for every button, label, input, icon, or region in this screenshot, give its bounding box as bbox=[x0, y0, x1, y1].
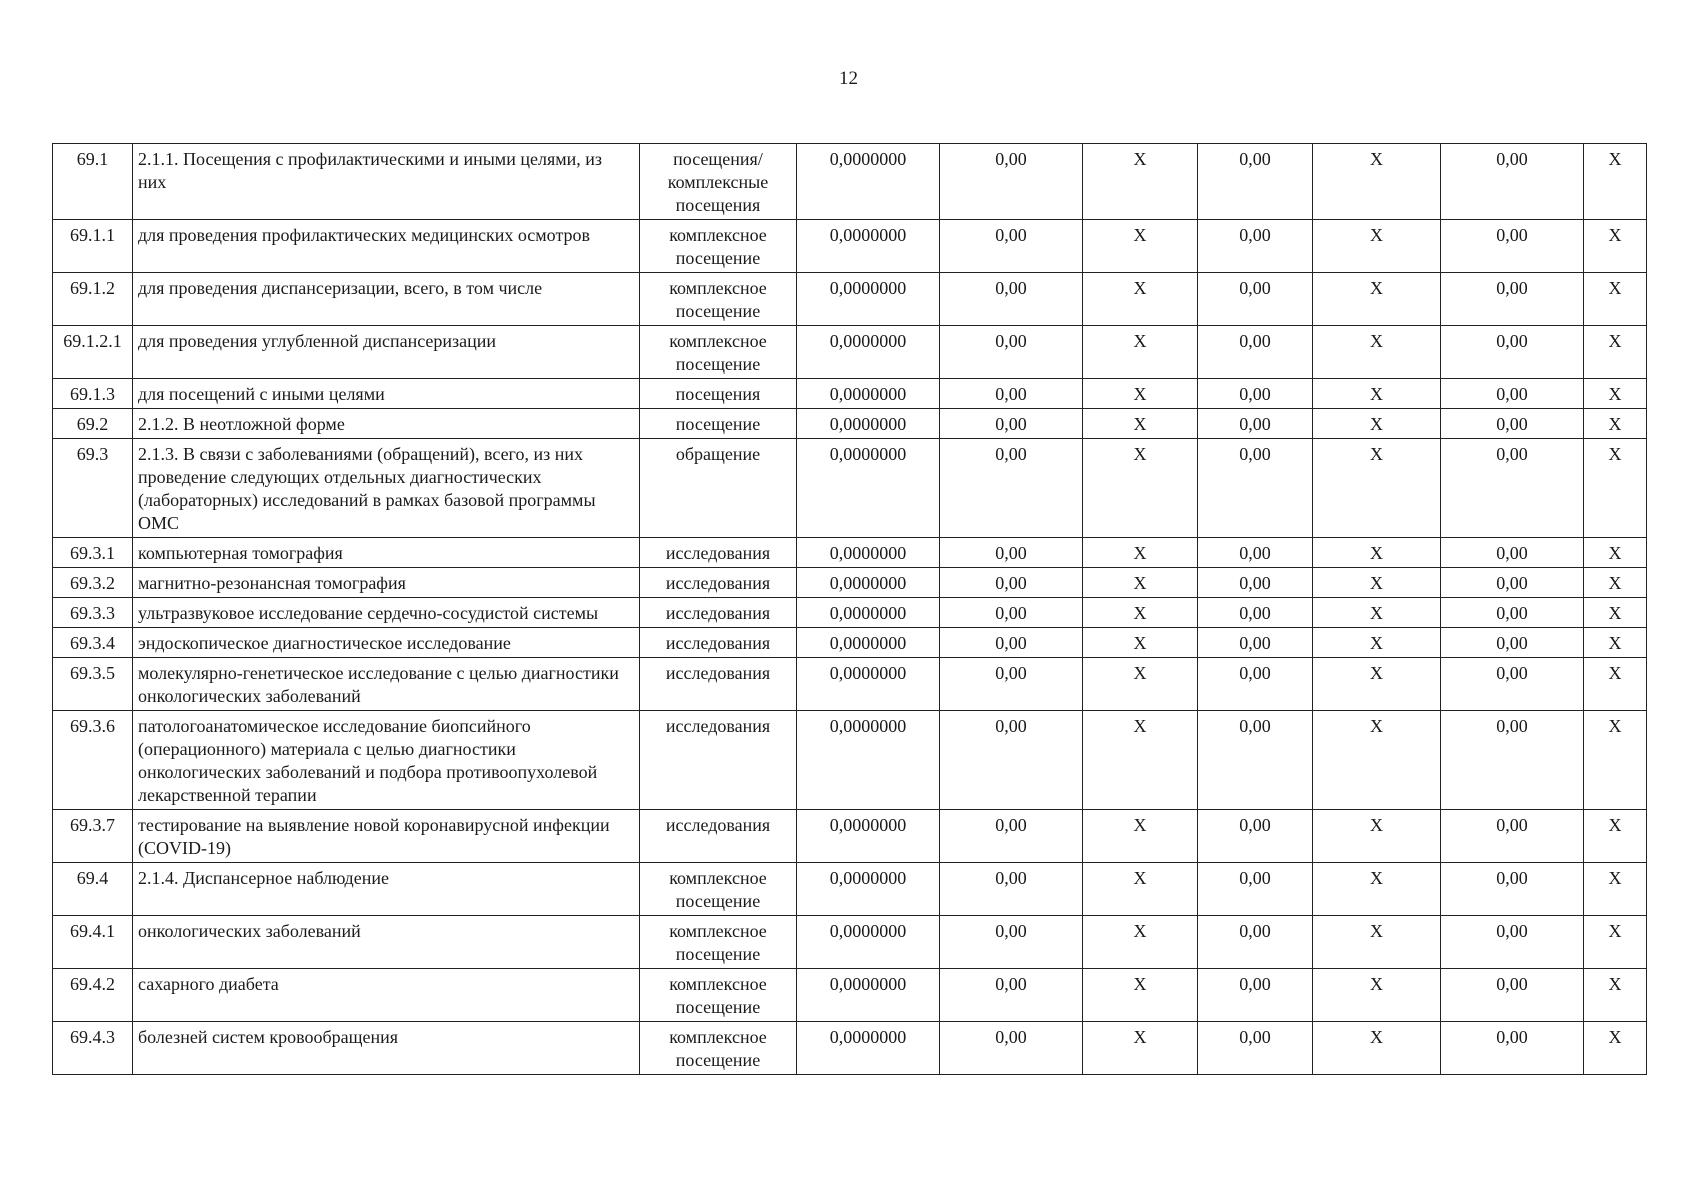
value-cell-3: X bbox=[1083, 379, 1198, 409]
value-cell-2: 0,00 bbox=[940, 916, 1083, 969]
row-name-cell: 2.1.4. Диспансерное наблюдение bbox=[133, 863, 640, 916]
table-row bbox=[53, 810, 1647, 863]
value-cell-2: 0,00 bbox=[940, 628, 1083, 658]
row-number-cell: 69.1.1 bbox=[53, 220, 133, 273]
value-cell-3: X bbox=[1083, 568, 1198, 598]
value-cell-3: X bbox=[1083, 439, 1198, 538]
row-number-cell: 69.2 bbox=[53, 409, 133, 439]
value-cell-3: X bbox=[1083, 220, 1198, 273]
row-number-cell: 69.3.5 bbox=[53, 658, 133, 711]
value-cell-7: X bbox=[1584, 379, 1647, 409]
value-cell-3: X bbox=[1083, 598, 1198, 628]
value-cell-4: 0,00 bbox=[1198, 439, 1313, 538]
row-name-cell: болезней систем кровообращения bbox=[133, 1022, 640, 1075]
unit-cell: обращение bbox=[640, 439, 797, 538]
value-cell-2: 0,00 bbox=[940, 144, 1083, 220]
value-cell-4: 0,00 bbox=[1198, 538, 1313, 568]
value-cell-1: 0,0000000 bbox=[797, 144, 940, 220]
value-cell-5: X bbox=[1313, 273, 1441, 326]
value-cell-7: X bbox=[1584, 273, 1647, 326]
value-cell-4: 0,00 bbox=[1198, 863, 1313, 916]
value-cell-1: 0,0000000 bbox=[797, 1022, 940, 1075]
value-cell-1: 0,0000000 bbox=[797, 326, 940, 379]
unit-cell: исследования bbox=[640, 711, 797, 810]
value-cell-2: 0,00 bbox=[940, 379, 1083, 409]
value-cell-7: X bbox=[1584, 969, 1647, 1022]
value-cell-3: X bbox=[1083, 326, 1198, 379]
table-row bbox=[53, 568, 1647, 598]
value-cell-6: 0,00 bbox=[1441, 658, 1584, 711]
table-row bbox=[53, 409, 1647, 439]
value-cell-2: 0,00 bbox=[940, 568, 1083, 598]
table-row bbox=[53, 916, 1647, 969]
unit-cell: исследования bbox=[640, 568, 797, 598]
value-cell-1: 0,0000000 bbox=[797, 220, 940, 273]
value-cell-2: 0,00 bbox=[940, 1022, 1083, 1075]
row-number-cell: 69.3.3 bbox=[53, 598, 133, 628]
value-cell-5: X bbox=[1313, 810, 1441, 863]
value-cell-6: 0,00 bbox=[1441, 326, 1584, 379]
row-number-cell: 69.4 bbox=[53, 863, 133, 916]
row-number-cell: 69.1.2.1 bbox=[53, 326, 133, 379]
value-cell-6: 0,00 bbox=[1441, 273, 1584, 326]
table-row bbox=[53, 439, 1647, 538]
value-cell-6: 0,00 bbox=[1441, 568, 1584, 598]
unit-cell: комплексное посещение bbox=[640, 969, 797, 1022]
value-cell-3: X bbox=[1083, 273, 1198, 326]
value-cell-4: 0,00 bbox=[1198, 144, 1313, 220]
row-name-cell: магнитно-резонансная томография bbox=[133, 568, 640, 598]
unit-cell: комплексное посещение bbox=[640, 220, 797, 273]
value-cell-5: X bbox=[1313, 969, 1441, 1022]
value-cell-1: 0,0000000 bbox=[797, 628, 940, 658]
value-cell-4: 0,00 bbox=[1198, 628, 1313, 658]
table-row bbox=[53, 326, 1647, 379]
row-name-cell: сахарного диабета bbox=[133, 969, 640, 1022]
value-cell-6: 0,00 bbox=[1441, 220, 1584, 273]
row-name-cell: 2.1.3. В связи с заболеваниями (обращений), всего, из них проведение следующих отдельных диагностических (лабораторных) исследований в рамках базовой программы ОМС bbox=[133, 439, 640, 538]
row-name-cell: для проведения профилактических медицинских осмотров bbox=[133, 220, 640, 273]
value-cell-5: X bbox=[1313, 863, 1441, 916]
table-row bbox=[53, 379, 1647, 409]
value-cell-7: X bbox=[1584, 220, 1647, 273]
row-name-cell: 2.1.2. В неотложной форме bbox=[133, 409, 640, 439]
value-cell-6: 0,00 bbox=[1441, 916, 1584, 969]
row-number-cell: 69.1 bbox=[53, 144, 133, 220]
value-cell-5: X bbox=[1313, 628, 1441, 658]
unit-cell: комплексное посещение bbox=[640, 326, 797, 379]
value-cell-5: X bbox=[1313, 568, 1441, 598]
unit-cell: комплексное посещение bbox=[640, 273, 797, 326]
value-cell-5: X bbox=[1313, 326, 1441, 379]
table-row bbox=[53, 969, 1647, 1022]
value-cell-3: X bbox=[1083, 916, 1198, 969]
value-cell-2: 0,00 bbox=[940, 810, 1083, 863]
table-row bbox=[53, 273, 1647, 326]
value-cell-7: X bbox=[1584, 658, 1647, 711]
unit-cell: посещения/ комплексные посещения bbox=[640, 144, 797, 220]
unit-cell: комплексное посещение bbox=[640, 916, 797, 969]
value-cell-3: X bbox=[1083, 538, 1198, 568]
table-row bbox=[53, 538, 1647, 568]
value-cell-1: 0,0000000 bbox=[797, 379, 940, 409]
value-cell-4: 0,00 bbox=[1198, 568, 1313, 598]
row-number-cell: 69.3.2 bbox=[53, 568, 133, 598]
row-number-cell: 69.3 bbox=[53, 439, 133, 538]
value-cell-7: X bbox=[1584, 863, 1647, 916]
value-cell-1: 0,0000000 bbox=[797, 810, 940, 863]
row-number-cell: 69.3.7 bbox=[53, 810, 133, 863]
value-cell-2: 0,00 bbox=[940, 969, 1083, 1022]
page-number: 12 bbox=[839, 68, 858, 89]
value-cell-5: X bbox=[1313, 916, 1441, 969]
value-cell-4: 0,00 bbox=[1198, 658, 1313, 711]
value-cell-5: X bbox=[1313, 220, 1441, 273]
value-cell-4: 0,00 bbox=[1198, 220, 1313, 273]
value-cell-6: 0,00 bbox=[1441, 144, 1584, 220]
value-cell-4: 0,00 bbox=[1198, 711, 1313, 810]
value-cell-7: X bbox=[1584, 326, 1647, 379]
value-cell-1: 0,0000000 bbox=[797, 439, 940, 538]
row-name-cell: 2.1.1. Посещения с профилактическими и иными целями, из них bbox=[133, 144, 640, 220]
value-cell-7: X bbox=[1584, 409, 1647, 439]
row-name-cell: онкологических заболеваний bbox=[133, 916, 640, 969]
row-name-cell: для проведения углубленной диспансеризации bbox=[133, 326, 640, 379]
row-number-cell: 69.4.1 bbox=[53, 916, 133, 969]
unit-cell: исследования bbox=[640, 810, 797, 863]
value-cell-4: 0,00 bbox=[1198, 916, 1313, 969]
table-row bbox=[53, 144, 1647, 220]
table-row bbox=[53, 598, 1647, 628]
unit-cell: исследования bbox=[640, 538, 797, 568]
value-cell-1: 0,0000000 bbox=[797, 916, 940, 969]
value-cell-6: 0,00 bbox=[1441, 379, 1584, 409]
value-cell-3: X bbox=[1083, 658, 1198, 711]
value-cell-1: 0,0000000 bbox=[797, 598, 940, 628]
value-cell-2: 0,00 bbox=[940, 439, 1083, 538]
row-number-cell: 69.4.2 bbox=[53, 969, 133, 1022]
row-number-cell: 69.4.3 bbox=[53, 1022, 133, 1075]
unit-cell: комплексное посещение bbox=[640, 1022, 797, 1075]
value-cell-6: 0,00 bbox=[1441, 863, 1584, 916]
row-name-cell: тестирование на выявление новой коронавирусной инфекции (COVID-19) bbox=[133, 810, 640, 863]
row-name-cell: для посещений с иными целями bbox=[133, 379, 640, 409]
value-cell-6: 0,00 bbox=[1441, 711, 1584, 810]
row-name-cell: ультразвуковое исследование сердечно-сосудистой системы bbox=[133, 598, 640, 628]
unit-cell: комплексное посещение bbox=[640, 863, 797, 916]
value-cell-7: X bbox=[1584, 711, 1647, 810]
value-cell-7: X bbox=[1584, 568, 1647, 598]
value-cell-1: 0,0000000 bbox=[797, 568, 940, 598]
value-cell-7: X bbox=[1584, 538, 1647, 568]
value-cell-3: X bbox=[1083, 969, 1198, 1022]
row-name-cell: эндоскопическое диагностическое исследование bbox=[133, 628, 640, 658]
value-cell-2: 0,00 bbox=[940, 658, 1083, 711]
value-cell-7: X bbox=[1584, 916, 1647, 969]
row-number-cell: 69.1.2 bbox=[53, 273, 133, 326]
row-name-cell: молекулярно-генетическое исследование с целью диагностики онкологических заболеваний bbox=[133, 658, 640, 711]
value-cell-4: 0,00 bbox=[1198, 409, 1313, 439]
value-cell-3: X bbox=[1083, 711, 1198, 810]
unit-cell: посещение bbox=[640, 409, 797, 439]
value-cell-3: X bbox=[1083, 409, 1198, 439]
value-cell-7: X bbox=[1584, 628, 1647, 658]
value-cell-2: 0,00 bbox=[940, 711, 1083, 810]
value-cell-7: X bbox=[1584, 144, 1647, 220]
value-cell-2: 0,00 bbox=[940, 863, 1083, 916]
value-cell-1: 0,0000000 bbox=[797, 409, 940, 439]
value-cell-1: 0,0000000 bbox=[797, 863, 940, 916]
value-cell-6: 0,00 bbox=[1441, 598, 1584, 628]
value-cell-2: 0,00 bbox=[940, 409, 1083, 439]
value-cell-5: X bbox=[1313, 658, 1441, 711]
value-cell-4: 0,00 bbox=[1198, 810, 1313, 863]
value-cell-5: X bbox=[1313, 144, 1441, 220]
value-cell-3: X bbox=[1083, 863, 1198, 916]
table-row bbox=[53, 658, 1647, 711]
value-cell-4: 0,00 bbox=[1198, 326, 1313, 379]
value-cell-7: X bbox=[1584, 598, 1647, 628]
value-cell-7: X bbox=[1584, 439, 1647, 538]
value-cell-1: 0,0000000 bbox=[797, 538, 940, 568]
value-cell-5: X bbox=[1313, 711, 1441, 810]
table-row bbox=[53, 220, 1647, 273]
value-cell-6: 0,00 bbox=[1441, 409, 1584, 439]
value-cell-3: X bbox=[1083, 810, 1198, 863]
row-number-cell: 69.1.3 bbox=[53, 379, 133, 409]
value-cell-4: 0,00 bbox=[1198, 1022, 1313, 1075]
data-table bbox=[52, 143, 1647, 1075]
table-row bbox=[53, 1022, 1647, 1075]
unit-cell: исследования bbox=[640, 598, 797, 628]
value-cell-4: 0,00 bbox=[1198, 969, 1313, 1022]
value-cell-4: 0,00 bbox=[1198, 598, 1313, 628]
row-number-cell: 69.3.6 bbox=[53, 711, 133, 810]
value-cell-3: X bbox=[1083, 144, 1198, 220]
value-cell-6: 0,00 bbox=[1441, 628, 1584, 658]
value-cell-6: 0,00 bbox=[1441, 969, 1584, 1022]
value-cell-2: 0,00 bbox=[940, 598, 1083, 628]
unit-cell: исследования bbox=[640, 658, 797, 711]
value-cell-5: X bbox=[1313, 538, 1441, 568]
value-cell-1: 0,0000000 bbox=[797, 658, 940, 711]
value-cell-5: X bbox=[1313, 409, 1441, 439]
value-cell-3: X bbox=[1083, 628, 1198, 658]
value-cell-2: 0,00 bbox=[940, 326, 1083, 379]
row-number-cell: 69.3.4 bbox=[53, 628, 133, 658]
row-name-cell: для проведения диспансеризации, всего, в том числе bbox=[133, 273, 640, 326]
table-row bbox=[53, 863, 1647, 916]
value-cell-1: 0,0000000 bbox=[797, 711, 940, 810]
unit-cell: посещения bbox=[640, 379, 797, 409]
value-cell-5: X bbox=[1313, 1022, 1441, 1075]
table-row bbox=[53, 711, 1647, 810]
value-cell-2: 0,00 bbox=[940, 538, 1083, 568]
table-row bbox=[53, 628, 1647, 658]
value-cell-2: 0,00 bbox=[940, 273, 1083, 326]
value-cell-1: 0,0000000 bbox=[797, 273, 940, 326]
value-cell-3: X bbox=[1083, 1022, 1198, 1075]
value-cell-6: 0,00 bbox=[1441, 538, 1584, 568]
value-cell-6: 0,00 bbox=[1441, 810, 1584, 863]
value-cell-6: 0,00 bbox=[1441, 439, 1584, 538]
value-cell-4: 0,00 bbox=[1198, 379, 1313, 409]
row-name-cell: патологоанатомическое исследование биопсийного (операционного) материала с целью диагностики онкологических заболеваний и подбора противоопухолевой лекарственной терапии bbox=[133, 711, 640, 810]
value-cell-7: X bbox=[1584, 1022, 1647, 1075]
row-name-cell: компьютерная томография bbox=[133, 538, 640, 568]
value-cell-6: 0,00 bbox=[1441, 1022, 1584, 1075]
row-number-cell: 69.3.1 bbox=[53, 538, 133, 568]
value-cell-1: 0,0000000 bbox=[797, 969, 940, 1022]
unit-cell: исследования bbox=[640, 628, 797, 658]
value-cell-4: 0,00 bbox=[1198, 273, 1313, 326]
value-cell-2: 0,00 bbox=[940, 220, 1083, 273]
value-cell-5: X bbox=[1313, 439, 1441, 538]
value-cell-7: X bbox=[1584, 810, 1647, 863]
value-cell-5: X bbox=[1313, 379, 1441, 409]
value-cell-5: X bbox=[1313, 598, 1441, 628]
